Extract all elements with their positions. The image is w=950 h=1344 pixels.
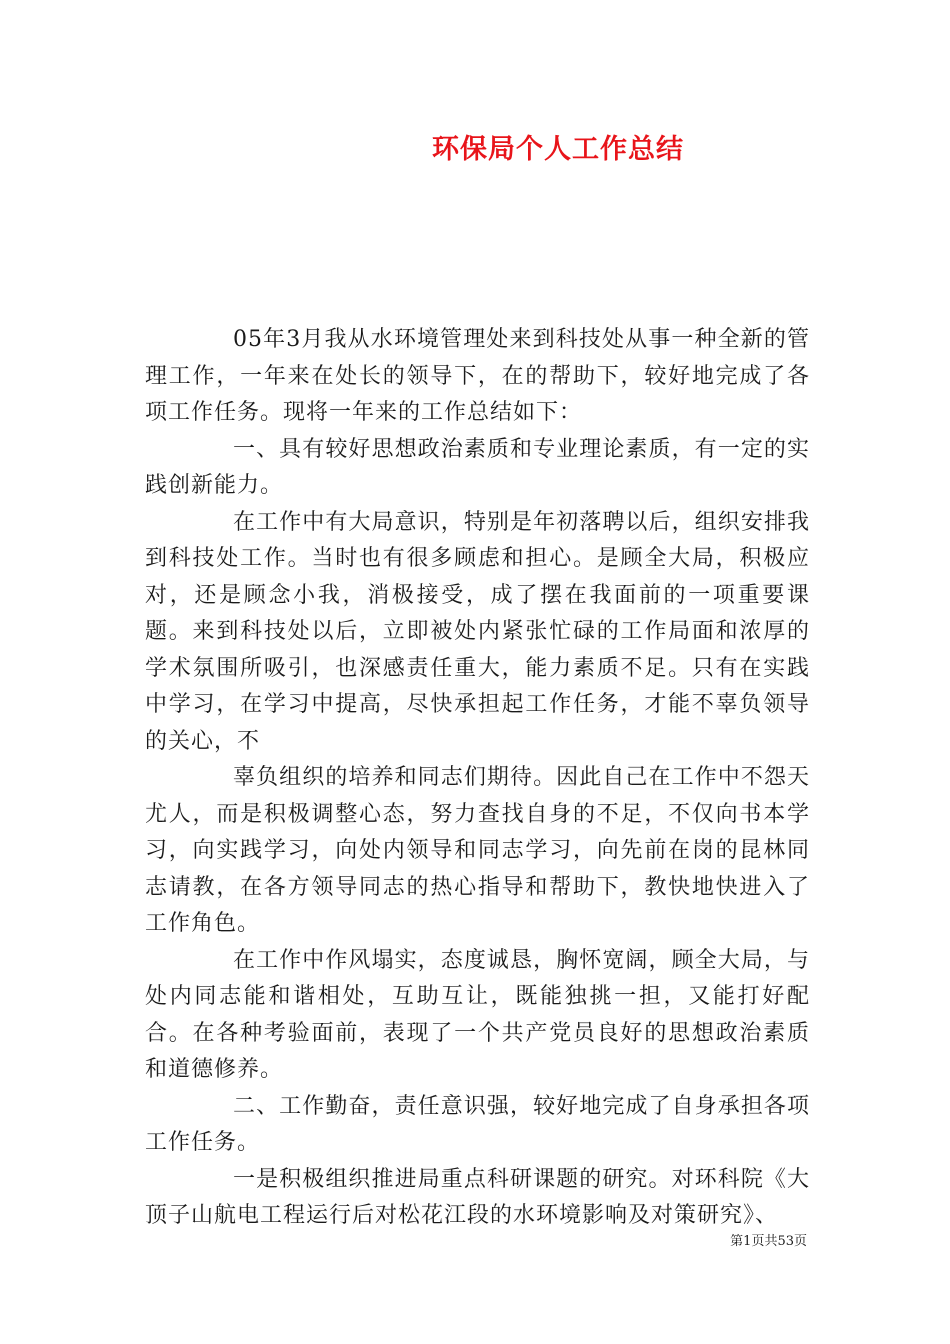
page-number: 第1页共53页 (730, 1234, 807, 1249)
paragraph-section-two-heading: 二、工作勤奋，责任意识强，较好地完成了自身承担各项工作任务。 (145, 1093, 810, 1155)
paragraph-section-one-heading: 一、具有较好思想政治素质和专业理论素质，有一定的实践创新能力。 (145, 436, 810, 498)
paragraph-work-style: 在工作中作风塌实，态度诚恳，胸怀宽阔，顾全大局，与处内同志能和谐相处，互助互让，既能独挑一担，又能打好配合。在各种考验面前，表现了一个共产党员良好的思想政治素质和道德修养。 (145, 947, 810, 1082)
paragraph-research: 一是积极组织推进局重点科研课题的研究。对环科院《大顶子山航电工程运行后对松花江段的水环境影响及对策研究》、 (145, 1166, 810, 1228)
paragraph-learning: 辜负组织的培养和同志们期待。因此自己在工作中不怨天尤人，而是积极调整心态，努力查找自身的不足，不仅向书本学习，向实践学习，向处内领导和同志学习，向先前在岗的昆林同志请教，在各方领导同志的热心指导和帮助下，教快地快进入了工作角色。 (145, 765, 810, 936)
document-body (145, 322, 810, 1235)
paragraph-big-picture: 在工作中有大局意识，特别是年初落聘以后，组织安排我到科技处工作。当时也有很多顾虑和担心。是顾全大局，积极应对，还是顾念小我，消极接受，成了摆在我面前的一项重要课题。来到科技处以后，立即被处内紧张忙碌的工作局面和浓厚的学术氛围所吸引，也深感责任重大，能力素质不足。只有在实践中学习，在学习中提高，尽快承担起工作任务，才能不辜负领导的关心，不 (145, 509, 810, 754)
paragraph-intro: 05年3月我从水环境管理处来到科技处从事一种全新的管理工作，一年来在处长的领导下，在的帮助下，较好地完成了各项工作任务。现将一年来的工作总结如下： (145, 327, 810, 425)
document-title: 环保局个人工作总结 (432, 134, 684, 165)
